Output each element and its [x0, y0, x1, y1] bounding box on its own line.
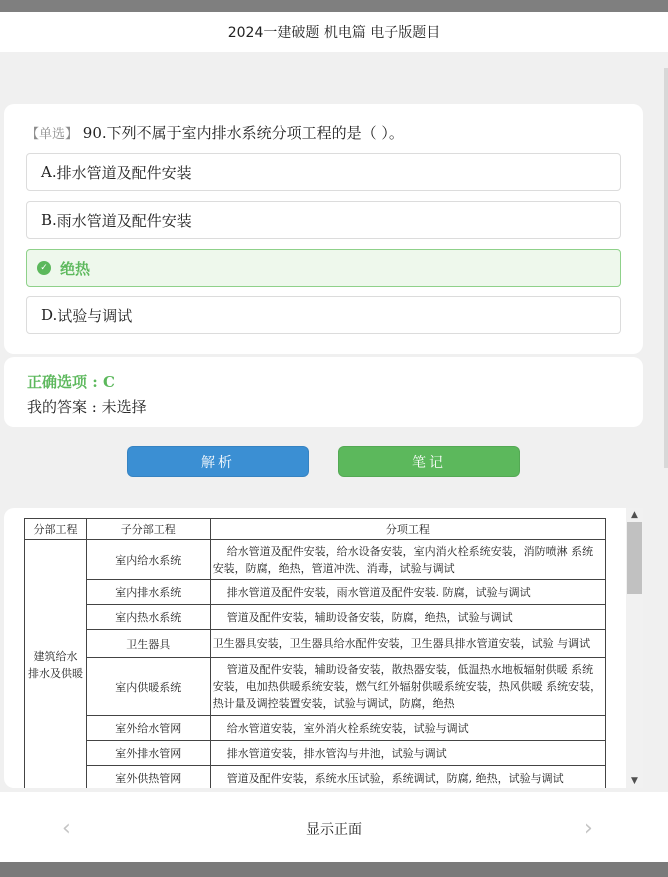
option-letter: D. — [41, 306, 58, 324]
top-status-strip — [0, 0, 668, 12]
scroll-up-icon[interactable]: ▲ — [631, 510, 638, 520]
chevron-right-icon[interactable]: › — [584, 816, 593, 841]
division-cell: 建筑给水 排水及供暖 — [25, 540, 87, 789]
note-button[interactable]: 笔记 — [338, 446, 520, 477]
analysis-scrollbar[interactable] — [626, 508, 643, 788]
answer-card — [4, 357, 643, 427]
analysis-button[interactable]: 解析 — [127, 446, 309, 477]
table-row — [25, 741, 606, 766]
option-text: 雨水管道及配件安装 — [56, 211, 192, 230]
sub-division-cell: 室内给水系统 — [86, 540, 210, 580]
table-row — [25, 658, 606, 716]
items-cell: 管道及配件安装，辅助设备安装，散热器安装，低温热水地板辐射供暖 系统安装，电加热供暖系统安装，燃气红外辐射供暖系统安装，热风供暖 系统安装，热计量及调控装置安装，试验与调试，防腐，绝热 — [210, 658, 605, 716]
option-text: 试验与调试 — [57, 306, 133, 325]
option-a[interactable] — [26, 153, 621, 191]
table-row — [25, 716, 606, 741]
option-c[interactable] — [26, 249, 621, 287]
show-front-button[interactable]: 显示正面 — [306, 822, 362, 838]
table-header-row — [25, 519, 606, 540]
table-row — [25, 766, 606, 789]
table-row — [25, 630, 606, 658]
items-cell: 给水管道及配件安装，给水设备安装，室内消火栓系统安装，消防喷淋 系统安装，防腐，绝热，管道冲洗、消毒，试验与调试 — [210, 540, 605, 580]
scroll-down-icon[interactable]: ▼ — [631, 776, 638, 786]
table-row — [25, 580, 606, 605]
table-row — [25, 605, 606, 630]
question-title — [26, 122, 404, 143]
bottom-strip — [0, 862, 668, 877]
sub-division-cell: 室内排水系统 — [86, 580, 210, 605]
option-letter: B. — [41, 211, 57, 229]
chevron-left-icon[interactable]: ‹ — [62, 816, 71, 841]
check-circle-icon: ✓ — [37, 261, 51, 275]
table-header: 分项工程 — [210, 519, 605, 540]
items-cell: 卫生器具安装，卫生器具给水配件安装，卫生器具排水管道安装，试验 与调试 — [210, 630, 605, 658]
my-answer: 我的答案 : 未选择 — [27, 398, 147, 416]
table-header: 分部工程 — [25, 519, 87, 540]
option-text: 绝热 — [60, 259, 91, 278]
page-title: 2024一建破题 机电篇 电子版题目 — [0, 12, 668, 52]
table-row — [25, 540, 606, 580]
option-text: 排水管道及配件安装 — [56, 163, 192, 182]
items-cell: 排水管道及配件安装，雨水管道及配件安装. 防腐，试验与调试 — [210, 580, 605, 605]
sub-division-cell: 室外给水管网 — [86, 716, 210, 741]
items-cell: 管道及配件安装，辅助设备安装，防腐，绝热，试验与调试 — [210, 605, 605, 630]
analysis-panel[interactable] — [4, 508, 626, 788]
option-d[interactable] — [26, 296, 621, 334]
sub-division-cell: 室外排水管网 — [86, 741, 210, 766]
option-b[interactable] — [26, 201, 621, 239]
sub-division-cell: 室内热水系统 — [86, 605, 210, 630]
sub-division-cell: 卫生器具 — [86, 630, 210, 658]
bottom-nav — [0, 792, 668, 862]
option-letter: A. — [41, 163, 57, 181]
scroll-thumb[interactable] — [627, 522, 642, 594]
sub-division-cell: 室外供热管网 — [86, 766, 210, 789]
sub-division-cell: 室内供暖系统 — [86, 658, 210, 716]
question-text: 90.下列不属于室内排水系统分项工程的是（ ）。 — [78, 124, 404, 142]
table-header: 子分部工程 — [86, 519, 210, 540]
analysis-table — [24, 518, 606, 788]
page-scrollbar[interactable] — [664, 68, 668, 468]
items-cell: 给水管道安装，室外消火栓系统安装，试验与调试 — [210, 716, 605, 741]
correct-answer: 正确选项 : C — [27, 373, 115, 391]
question-type-tag: 【单选】 — [26, 127, 79, 142]
items-cell: 管道及配件安装，系统水压试验，系统调试，防腐, 绝热，试验与调试 — [210, 766, 605, 789]
question-card — [4, 104, 643, 354]
items-cell: 排水管道安装，排水管沟与井池，试验与调试 — [210, 741, 605, 766]
